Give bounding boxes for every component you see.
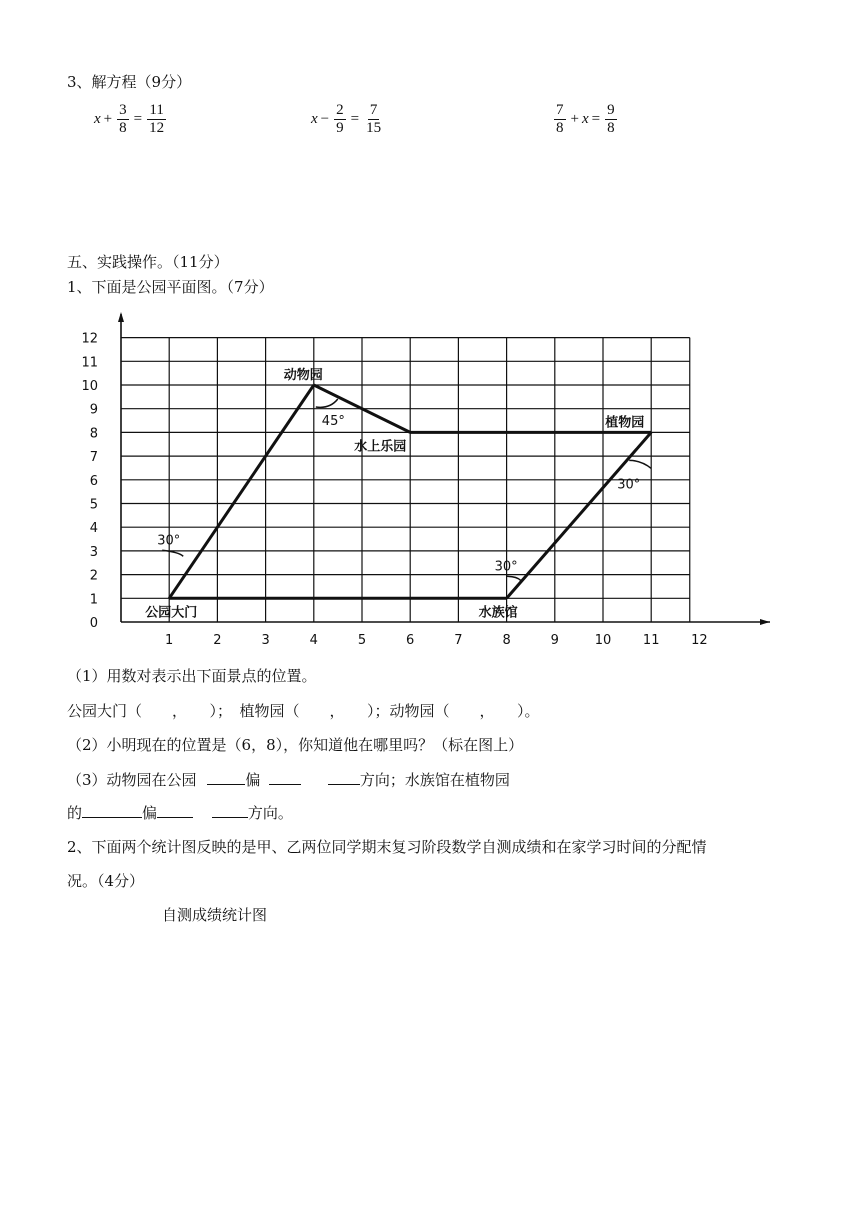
x-tick-label: 5 <box>357 633 367 648</box>
q3-text-f: 方向。 <box>247 804 293 822</box>
question1-3 <box>67 770 510 790</box>
x-axis-arrow <box>760 619 770 625</box>
x-tick-label: 7 <box>454 633 463 648</box>
angle-arc-30-botanical <box>629 460 651 468</box>
y-tick-label: 11 <box>81 355 98 371</box>
y-tick-label: 0 <box>89 616 98 631</box>
q3-blank-4[interactable] <box>82 803 142 818</box>
q3-text-c: 方向；水族馆在植物园 <box>359 771 510 789</box>
q3-text-b: 偏 <box>245 771 261 789</box>
y-axis-arrow <box>118 312 124 322</box>
label-botanical: 植物园 <box>605 415 645 431</box>
y-tick-label: 8 <box>89 426 98 442</box>
question1-title: 1、下面是公园平面图。（7分） <box>67 278 274 296</box>
equation-3: 7 8 + x = $\frac{9}{8}$ <box>556 102 615 136</box>
x-tick-label: 4 <box>309 633 318 648</box>
x-tick-label: 10 <box>594 633 612 648</box>
section3-title: 3、解方程（9分） <box>67 73 192 91</box>
q3-blank-2[interactable] <box>269 770 301 785</box>
q3-blank-6[interactable] <box>212 803 248 818</box>
y-tick-label: 2 <box>89 568 98 584</box>
label-zoo: 动物园 <box>283 368 323 383</box>
q3-text-d: 的 <box>67 804 83 822</box>
y-tick-label: 6 <box>89 473 98 489</box>
chart-title: 自测成绩统计图 <box>162 906 268 924</box>
y-tick-label: 3 <box>89 544 98 560</box>
x-tick-label: 2 <box>213 633 222 648</box>
park-map <box>0 300 860 660</box>
angle-label-45: 45° <box>321 414 345 429</box>
y-tick-label: 1 <box>89 592 98 608</box>
question1-2: （2）小明现在的位置是（6，8），你知道他在哪里吗？（标在图上） <box>67 736 524 754</box>
map-axes <box>118 312 770 625</box>
x-tick-label: 8 <box>502 633 511 648</box>
label-water-park: 水上乐园 <box>354 439 407 455</box>
q3-blank-5[interactable] <box>157 803 193 818</box>
x-tick-label: 1 <box>165 633 174 648</box>
map-place-labels <box>145 367 644 620</box>
angle-arc-30-aquarium <box>507 576 521 580</box>
y-tick-label: 9 <box>89 402 98 418</box>
y-tick-label: 12 <box>81 331 98 347</box>
label-park-gate: 公园大门 <box>145 605 198 621</box>
y-tick-label: 4 <box>89 521 98 537</box>
angle-arc-45 <box>316 399 338 407</box>
map-angle-arcs <box>162 399 651 580</box>
y-tick-label: 7 <box>89 450 98 466</box>
route-gate-zoo <box>169 385 314 598</box>
q3-text-a: （3）动物园在公园 <box>67 771 197 789</box>
map-tick-labels <box>81 332 707 648</box>
question2-line2: 况。（4分） <box>67 872 145 890</box>
x-tick-label: 11 <box>642 633 660 648</box>
x-tick-label: 12 <box>691 633 708 648</box>
question2-line1: 2、下面两个统计图反映的是甲、乙两位同学期末复习阶段数学自测成绩和在家学习时间的分配情 <box>67 838 707 856</box>
q3-text-e: 偏 <box>142 804 158 822</box>
angle-label-30-botanical: 30° <box>617 477 641 493</box>
y-tick-label: 5 <box>89 497 98 513</box>
route-botanical-aquarium <box>507 432 652 598</box>
q3-blank-1[interactable] <box>207 770 245 785</box>
question1-3-cont <box>67 803 293 823</box>
question1-1: （1）用数对表示出下面景点的位置。 <box>67 667 317 685</box>
section5-title: 五、实践操作。（11分） <box>67 253 229 271</box>
x-tick-label: 9 <box>550 633 559 648</box>
angle-label-30-aquarium: 30° <box>494 559 518 575</box>
map-grid <box>121 338 690 622</box>
label-aquarium: 水族馆 <box>478 605 518 621</box>
equation-1: x + $\frac{3}{8}$ = $\frac{11}{12}$ <box>94 102 165 136</box>
equation-2: x − $\frac{2}{9}$ = $\frac{7}{15}$ <box>311 102 382 136</box>
question1-1-answers: 公园大门（ ， ）； 植物园（ ， ）；动物园（ ， ）。 <box>67 702 540 720</box>
y-tick-label: 10 <box>81 379 98 394</box>
angle-label-30-gate: 30° <box>157 533 181 549</box>
x-tick-label: 3 <box>261 633 270 648</box>
q3-blank-3[interactable] <box>328 770 360 785</box>
x-tick-label: 6 <box>406 633 415 648</box>
